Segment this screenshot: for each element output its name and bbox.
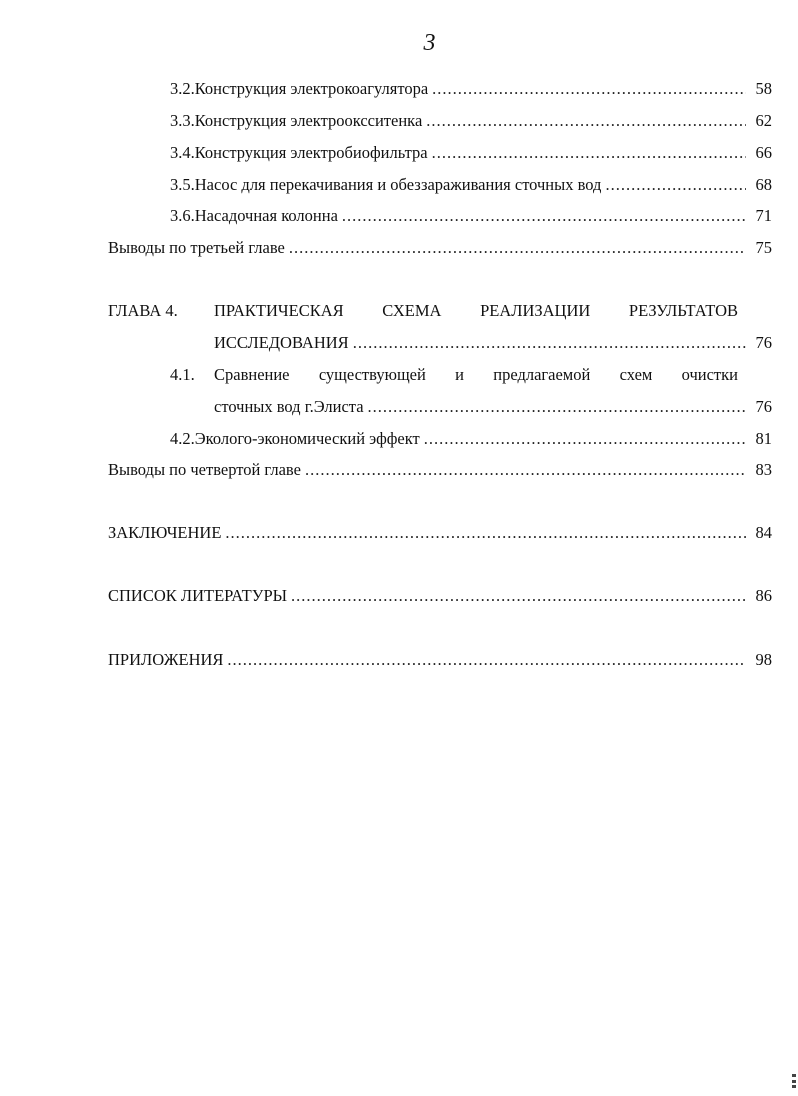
- chapter-label: ГЛАВА 4.: [108, 301, 178, 320]
- chapter-title-line2: ИССЛЕДОВАНИЯ: [214, 333, 349, 352]
- toc-entry-3-4: [170, 142, 772, 164]
- dot-leader: [605, 174, 746, 196]
- section-title: Конструкция электрооксситенка: [194, 111, 423, 130]
- section-page: 81: [755, 429, 772, 448]
- section-title-4-1-line1: Сравнение существующей и предлагаемой схем очистки: [214, 365, 738, 384]
- section-page: 76: [755, 397, 772, 416]
- back-matter-title: ПРИЛОЖЕНИЯ: [108, 650, 224, 669]
- section-page: 62: [755, 111, 772, 130]
- section-page: 58: [755, 79, 772, 98]
- toc-entry-chapter-4: [214, 332, 772, 354]
- back-matter-page: 86: [755, 586, 772, 605]
- dot-leader: [368, 396, 746, 418]
- dot-leader: [305, 459, 746, 481]
- chapter-page: 76: [755, 333, 772, 352]
- section-number: 4.2.: [170, 429, 195, 448]
- dot-leader: [225, 522, 746, 544]
- toc-entry-4-2: [170, 428, 772, 450]
- section-number: 3.2.: [170, 79, 195, 98]
- back-matter-page: 84: [755, 523, 772, 542]
- page-number: 3: [423, 30, 437, 56]
- toc-entry-references: [108, 585, 772, 607]
- chapter-title-line1: ПРАКТИЧЕСКАЯ СХЕМА РЕАЛИЗАЦИИ РЕЗУЛЬТАТОВ: [214, 301, 738, 320]
- conclusion-page: 83: [755, 460, 772, 479]
- conclusion-page: 75: [755, 238, 772, 257]
- dot-leader: [432, 78, 746, 100]
- section-title-4-1-line2: сточных вод г.Элиста: [214, 397, 364, 416]
- section-number-4-1: 4.1.: [170, 365, 195, 384]
- section-title: Конструкция электрокоагулятора: [194, 79, 429, 98]
- toc-entry-3-6: [170, 205, 772, 227]
- section-title: Эколого-экономический эффект: [194, 429, 420, 448]
- toc-entry-3-3: [170, 110, 772, 132]
- dot-leader: [432, 142, 746, 164]
- dot-leader: [342, 205, 746, 227]
- section-number: 3.3.: [170, 111, 195, 130]
- toc-entry-conclusion: [108, 522, 772, 544]
- section-number: 3.4.: [170, 143, 195, 162]
- dot-leader: [227, 649, 746, 671]
- toc-entry-4-1: [214, 396, 772, 418]
- toc-entry-conclusion-3: [108, 237, 772, 259]
- dot-leader: [353, 332, 746, 354]
- section-title: Насадочная колонна: [194, 206, 338, 225]
- toc-entry-conclusion-4: [108, 459, 772, 481]
- section-page: 66: [755, 143, 772, 162]
- scan-edge-mark: [792, 1074, 796, 1088]
- conclusion-title: Выводы по третьей главе: [108, 238, 285, 257]
- toc-entry-3-2: [170, 78, 772, 100]
- back-matter-page: 98: [755, 650, 772, 669]
- toc-entry-3-5: [170, 174, 772, 196]
- toc-entry-appendices: [108, 649, 772, 671]
- dot-leader: [424, 428, 746, 450]
- dot-leader: [426, 110, 746, 132]
- section-title: Конструкция электробиофильтра: [194, 143, 428, 162]
- back-matter-title: ЗАКЛЮЧЕНИЕ: [108, 523, 222, 542]
- section-page: 71: [755, 206, 772, 225]
- section-number: 3.6.: [170, 206, 195, 225]
- section-number: 3.5.: [170, 175, 195, 194]
- conclusion-title: Выводы по четвертой главе: [108, 460, 301, 479]
- dot-leader: [289, 237, 746, 259]
- section-page: 68: [755, 175, 772, 194]
- dot-leader: [291, 585, 746, 607]
- section-title: Насос для перекачивания и обеззараживания сточных вод: [194, 175, 602, 194]
- back-matter-title: СПИСОК ЛИТЕРАТУРЫ: [108, 586, 288, 605]
